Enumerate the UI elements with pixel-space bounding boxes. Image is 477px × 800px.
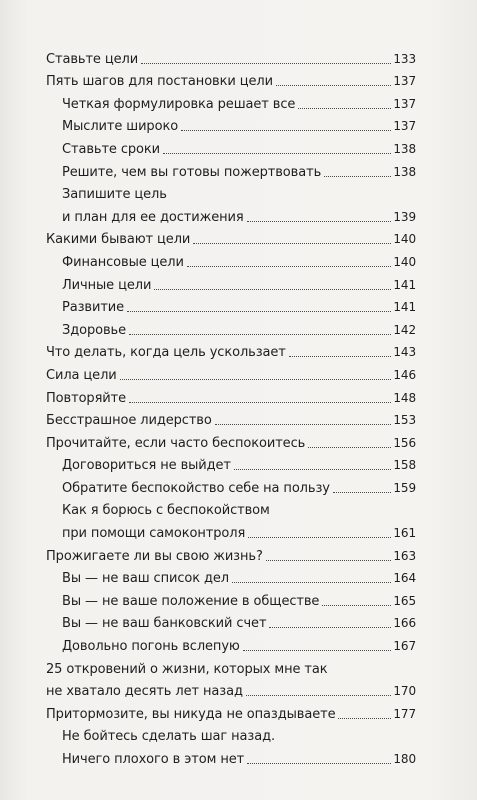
toc-entry	[46, 67, 416, 90]
toc-page-number: 142	[393, 322, 416, 337]
toc-entry-title: Ставьте цели	[46, 51, 139, 67]
toc-subentry	[46, 564, 416, 587]
toc-entry-title: Не бойтесь сделать шаг назад.	[62, 729, 276, 745]
toc-entry	[46, 541, 416, 564]
toc-page-number: 158	[393, 458, 416, 473]
toc-page-number: 177	[393, 706, 416, 721]
dotted-leader	[322, 604, 391, 606]
dotted-leader	[141, 62, 391, 64]
toc-entry	[46, 360, 416, 383]
toc-page-number: 139	[393, 209, 416, 224]
dotted-leader	[289, 355, 392, 357]
dotted-leader	[234, 468, 391, 470]
toc-entry	[46, 654, 416, 677]
toc-subentry	[46, 315, 416, 338]
toc-page-number: 137	[393, 119, 416, 134]
toc-subentry	[46, 270, 416, 293]
dotted-leader	[308, 446, 391, 448]
toc-entry-title: Здоровье	[62, 322, 127, 338]
toc-entry-title: при помощи самоконтроля	[62, 526, 246, 542]
toc-entry	[46, 677, 416, 700]
dotted-leader	[331, 673, 414, 674]
toc-subentry	[46, 202, 416, 225]
dotted-leader	[163, 152, 391, 154]
dotted-leader	[246, 694, 392, 696]
dotted-leader	[181, 129, 391, 131]
dotted-leader	[333, 491, 392, 493]
toc-page-number: 138	[393, 164, 416, 179]
dotted-leader	[187, 265, 392, 267]
dotted-leader	[247, 220, 392, 222]
toc-entry-title: Прожигаете ли вы свою жизнь?	[46, 548, 263, 564]
toc-entry-title: Пять шагов для постановки цели	[46, 74, 273, 90]
toc-entry-title: 25 откровений о жизни, которых мне так	[46, 661, 328, 677]
toc-subentry	[46, 180, 416, 203]
toc-subentry	[46, 744, 416, 767]
toc-entry-title: Финансовые цели	[62, 254, 184, 270]
dotted-leader	[193, 242, 391, 244]
toc-subentry	[46, 496, 416, 519]
toc-entry	[46, 338, 416, 361]
toc-entry-title: и план для ее достижения	[62, 209, 244, 225]
toc-entry-title: Ничего плохого в этом нет	[62, 752, 245, 767]
toc-page-number: 141	[393, 300, 416, 315]
dotted-leader	[248, 536, 391, 538]
toc-subentry	[46, 451, 416, 474]
dotted-leader	[266, 559, 392, 561]
dotted-leader	[170, 198, 414, 199]
toc-entry-title: Четкая формулировка решает все	[62, 96, 296, 112]
toc-entry-title: Как я борюсь с беспокойством	[62, 503, 270, 519]
toc-entry-title: Бесстрашное лидерство	[46, 413, 212, 429]
toc-page-number: 143	[393, 345, 416, 360]
toc-page-number: 180	[393, 752, 416, 766]
toc-subentry	[46, 609, 416, 632]
toc-page-number: 156	[393, 435, 416, 450]
toc-entry-title: Сила цели	[46, 367, 117, 383]
toc-page-number: 140	[393, 254, 416, 269]
toc-page-number: 165	[393, 593, 416, 608]
dotted-leader	[127, 310, 391, 312]
toc-page-number: 141	[393, 277, 416, 292]
dotted-leader	[247, 762, 391, 764]
toc-subentry	[46, 247, 416, 270]
toc-entry-title: Вы — не ваш список дел	[62, 571, 230, 587]
toc-entry	[46, 699, 416, 722]
toc-entry-title: Какими бывают цели	[46, 232, 191, 248]
toc-subentry	[46, 631, 416, 654]
toc-page-number: 166	[393, 616, 416, 631]
toc-page-number: 164	[393, 571, 416, 586]
toc-page-number: 163	[393, 548, 416, 563]
table-of-contents	[46, 44, 416, 767]
toc-page-number: 170	[393, 684, 416, 699]
toc-subentry	[46, 722, 416, 745]
dotted-leader	[298, 107, 391, 109]
toc-subentry	[46, 518, 416, 541]
toc-page-number: 137	[393, 96, 416, 111]
toc-page-number: 159	[393, 480, 416, 495]
toc-subentry	[46, 134, 416, 157]
toc-entry-title: Прочитайте, если часто беспокоитесь	[46, 435, 306, 451]
toc-subentry	[46, 89, 416, 112]
toc-entry-title: Притормозите, вы никуда не опаздываете	[46, 706, 336, 722]
dotted-leader	[129, 401, 391, 403]
toc-entry-title: Повторяйте	[46, 390, 127, 406]
dotted-leader	[324, 175, 391, 177]
toc-entry-title: не хватало десять лет назад	[46, 684, 243, 700]
toc-subentry	[46, 293, 416, 316]
dotted-leader	[129, 333, 391, 335]
toc-page-number: 146	[393, 367, 416, 382]
toc-entry-title: Ставьте сроки	[62, 141, 160, 157]
toc-subentry	[46, 473, 416, 496]
toc-entry-title: Запишите цель	[62, 187, 167, 203]
toc-entry-title: Личные цели	[62, 277, 152, 293]
toc-entry-title: Вы — не ваше положение в обществе	[62, 593, 320, 609]
toc-entry-title: Довольно погонь вслепую	[62, 639, 240, 655]
toc-page-number: 161	[393, 526, 416, 541]
dotted-leader	[276, 84, 391, 86]
toc-entry-title: Вы — не ваш банковский счет	[62, 616, 267, 632]
toc-entry	[46, 44, 416, 67]
dotted-leader	[154, 288, 391, 290]
dotted-leader	[269, 626, 391, 628]
toc-entry	[46, 406, 416, 429]
toc-entry-title: Договориться не выйдет	[62, 458, 231, 474]
toc-page-number: 140	[393, 232, 416, 247]
toc-entry	[46, 225, 416, 248]
toc-subentry	[46, 112, 416, 135]
toc-page-number: 137	[393, 74, 416, 89]
toc-entry-title: Решите, чем вы готовы пожертвовать	[62, 164, 322, 180]
dotted-leader	[243, 649, 392, 651]
toc-subentry	[46, 157, 416, 180]
toc-entry-title: Развитие	[62, 300, 125, 316]
toc-page-number: 167	[393, 639, 416, 654]
dotted-leader	[273, 514, 414, 515]
toc-entry	[46, 383, 416, 406]
toc-page-number: 133	[393, 51, 416, 66]
toc-subentry	[46, 586, 416, 609]
dotted-leader	[338, 717, 391, 719]
toc-entry-title: Обратите беспокойство себе на пользу	[62, 480, 330, 496]
toc-entry	[46, 428, 416, 451]
toc-entry-title: Что делать, когда цель ускользает	[46, 345, 286, 361]
dotted-leader	[278, 740, 414, 741]
dotted-leader	[232, 581, 391, 583]
toc-page-number: 153	[393, 413, 416, 428]
toc-entry-title: Мыслите широко	[62, 119, 179, 135]
dotted-leader	[120, 378, 392, 380]
toc-page-number: 148	[393, 390, 416, 405]
toc-page-number: 138	[393, 141, 416, 156]
dotted-leader	[215, 423, 392, 425]
